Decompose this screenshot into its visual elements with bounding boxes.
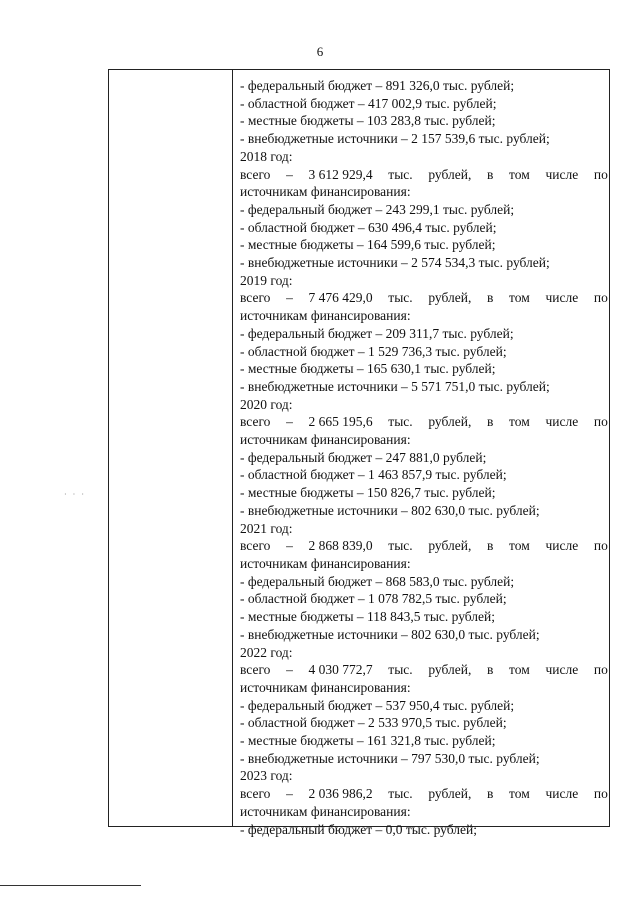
total-line-word: в xyxy=(487,662,494,678)
total-line-word: в xyxy=(487,290,494,306)
total-line-word: 3 612 929,4 xyxy=(308,166,373,182)
text-line: - местные бюджеты – 164 599,6 тыс. рублей; xyxy=(240,237,496,253)
total-line-word: тыс. xyxy=(388,290,413,306)
total-line-word: всего xyxy=(240,414,271,430)
total-line-word: в xyxy=(487,166,494,182)
total-line-word: по xyxy=(593,538,608,554)
text-line: - областной бюджет – 1 463 857,9 тыс. рублей; xyxy=(240,467,507,483)
total-line-word: всего xyxy=(240,166,271,182)
text-line: 2020 год: xyxy=(240,396,293,412)
text-line: - внебюджетные источники – 2 574 534,3 тыс. рублей; xyxy=(240,255,550,271)
funding-cell-content xyxy=(240,77,608,838)
total-line-word: том xyxy=(509,414,530,430)
text-line: 2021 год: xyxy=(240,520,293,536)
footnote-rule xyxy=(0,885,141,886)
total-line-word: числе xyxy=(545,290,579,306)
text-line: - местные бюджеты – 103 283,8 тыс. рублей; xyxy=(240,113,496,129)
margin-dots-decoration: · · · xyxy=(64,490,86,499)
text-line: - внебюджетные источники – 802 630,0 тыс. рублей; xyxy=(240,502,540,518)
text-line: - федеральный бюджет – 243 299,1 тыс. рублей; xyxy=(240,201,515,217)
total-line-word: рублей, xyxy=(428,786,472,802)
text-line: - областной бюджет – 1 078 782,5 тыс. рублей; xyxy=(240,591,507,607)
total-line-word: рублей, xyxy=(428,662,472,678)
total-line-word: в xyxy=(487,786,494,802)
total-line-word: всего xyxy=(240,662,271,678)
total-line-word: всего xyxy=(240,538,271,554)
total-line-word: тыс. xyxy=(388,414,413,430)
total-line-word: числе xyxy=(545,538,579,554)
text-line: - федеральный бюджет – 868 583,0 тыс. рублей; xyxy=(240,573,515,589)
text-line: источникам финансирования: xyxy=(240,679,411,695)
text-line: 2018 год: xyxy=(240,148,293,164)
total-line-word: рублей, xyxy=(428,538,472,554)
total-line-word: – xyxy=(286,662,293,678)
total-line-word: – xyxy=(286,786,293,802)
text-line: - местные бюджеты – 161 321,8 тыс. рублей; xyxy=(240,733,496,749)
total-line-word: рублей, xyxy=(428,166,472,182)
text-line: - местные бюджеты – 150 826,7 тыс. рублей; xyxy=(240,485,496,501)
total-line-word: – xyxy=(286,166,293,182)
total-line xyxy=(240,537,608,555)
total-line-word: том xyxy=(509,786,530,802)
total-line-word: – xyxy=(286,290,293,306)
total-line-word: всего xyxy=(240,290,271,306)
total-line-word: всего xyxy=(240,786,271,802)
text-line: - федеральный бюджет – 209 311,7 тыс. рублей; xyxy=(240,325,514,341)
text-line: - внебюджетные источники – 797 530,0 тыс. рублей; xyxy=(240,750,540,766)
total-line-word: в xyxy=(487,538,494,554)
text-line: источникам финансирования: xyxy=(240,308,411,324)
text-line: - местные бюджеты – 118 843,5 тыс. рублей; xyxy=(240,609,496,625)
total-line-word: рублей, xyxy=(428,414,472,430)
total-line-word: по xyxy=(593,290,608,306)
total-line-word: – xyxy=(286,538,293,554)
total-line-word: рублей, xyxy=(428,290,472,306)
text-line: - федеральный бюджет – 537 950,4 тыс. рублей; xyxy=(240,697,515,713)
text-line: - областной бюджет – 630 496,4 тыс. рублей; xyxy=(240,219,497,235)
total-line-word: в xyxy=(487,414,494,430)
text-line: 2022 год: xyxy=(240,644,293,660)
text-line: - федеральный бюджет – 891 326,0 тыс. рублей; xyxy=(240,78,515,93)
total-line-word: по xyxy=(593,662,608,678)
text-line: 2023 год: xyxy=(240,768,293,784)
total-line-word: – xyxy=(286,414,293,430)
text-line: 2019 год: xyxy=(240,272,293,288)
total-line-word: тыс. xyxy=(388,662,413,678)
total-line-word: по xyxy=(593,786,608,802)
page-number: 6 xyxy=(316,44,324,59)
text-line: источникам финансирования: xyxy=(240,432,411,448)
text-line: - внебюджетные источники – 2 157 539,6 тыс. рублей; xyxy=(240,131,550,147)
text-line: - внебюджетные источники – 802 630,0 тыс. рублей; xyxy=(240,626,540,642)
total-line-word: 7 476 429,0 xyxy=(308,290,373,306)
total-line-word: том xyxy=(509,290,530,306)
total-line-word: по xyxy=(593,414,608,430)
total-line-word: 4 030 772,7 xyxy=(308,662,373,678)
text-line: - внебюджетные источники – 5 571 751,0 тыс. рублей; xyxy=(240,378,550,394)
total-line-word: числе xyxy=(545,166,579,182)
text-line: источникам финансирования: xyxy=(240,803,411,819)
total-line xyxy=(240,785,608,803)
total-line-word: по xyxy=(593,166,608,182)
total-line-word: 2 036 986,2 xyxy=(308,786,373,802)
total-line-word: тыс. xyxy=(388,538,413,554)
table-column-divider xyxy=(232,70,233,826)
total-line-word: тыс. xyxy=(388,786,413,802)
text-line: источникам финансирования: xyxy=(240,184,411,200)
total-line-word: числе xyxy=(545,786,579,802)
total-line-word: том xyxy=(509,538,530,554)
text-line: - федеральный бюджет – 0,0 тыс. рублей; xyxy=(240,821,477,837)
total-line-word: том xyxy=(509,166,530,182)
total-line-word: 2 868 839,0 xyxy=(308,538,373,554)
text-line: источникам финансирования: xyxy=(240,555,411,571)
total-line-word: числе xyxy=(545,414,579,430)
text-line: - федеральный бюджет – 247 881,0 рублей; xyxy=(240,449,487,465)
total-line-word: 2 665 195,6 xyxy=(308,414,373,430)
total-line-word: числе xyxy=(545,662,579,678)
total-line-word: тыс. xyxy=(388,166,413,182)
funding-table xyxy=(108,69,610,837)
text-line: - областной бюджет – 2 533 970,5 тыс. рублей; xyxy=(240,715,507,731)
total-line xyxy=(240,413,608,431)
total-line xyxy=(240,166,608,184)
text-line: - местные бюджеты – 165 630,1 тыс. рублей; xyxy=(240,361,496,377)
total-line xyxy=(240,289,608,307)
text-line: - областной бюджет – 1 529 736,3 тыс. рублей; xyxy=(240,343,507,359)
total-line xyxy=(240,661,608,679)
total-line-word: том xyxy=(509,662,530,678)
text-line: - областной бюджет – 417 002,9 тыс. рублей; xyxy=(240,95,497,111)
